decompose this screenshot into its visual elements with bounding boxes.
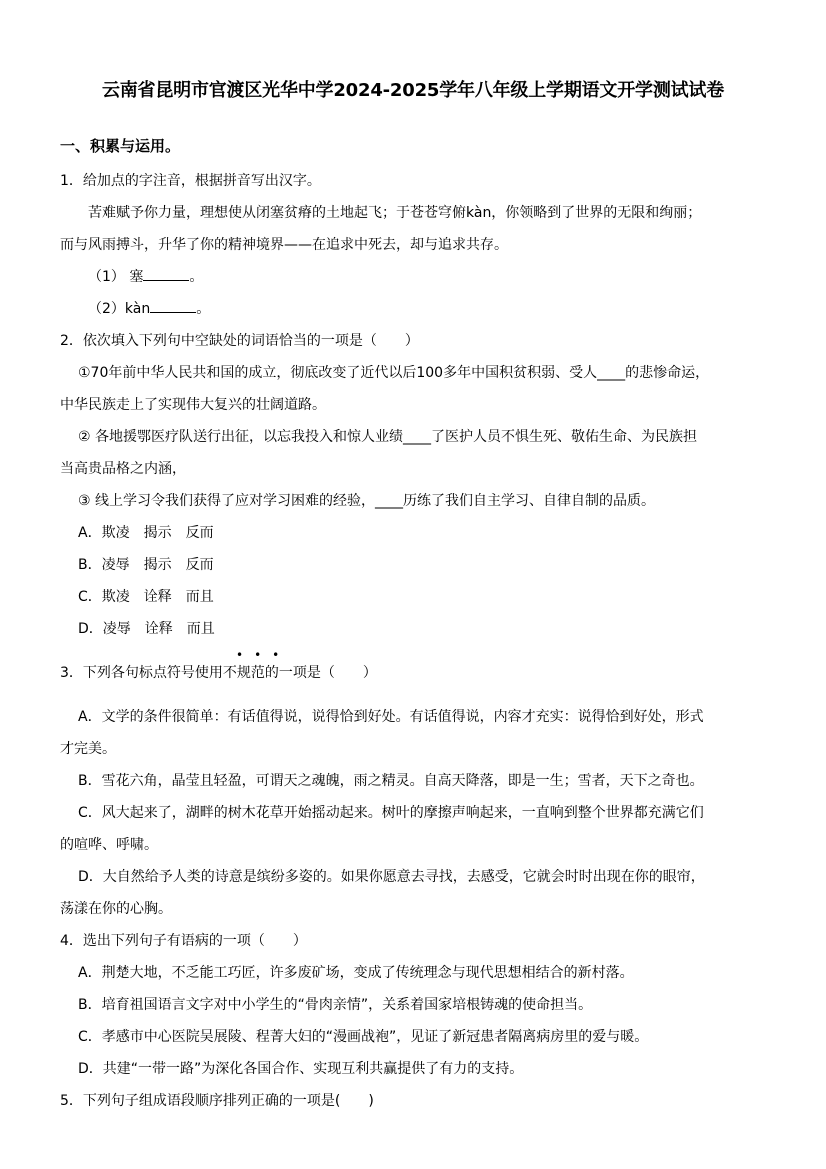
question-3-option-d-line-1[interactable]: D．大自然给予人类的诗意是缤纷多姿的。如果你愿意去寻找，去感受，它就会时时出现在你的眼帘， — [78, 869, 705, 885]
question-3-option-a-line-1[interactable]: A．文学的条件很简单：有话值得说，说得恰到好处。有话值得说，内容才充实：说得恰到好处，形式 — [78, 709, 704, 725]
question-2-sentence-2a: ② 各地援鄂医疗队送行出征，以忘我投入和惊人业绩____了医护人员不惧生死、敬佑生命、为民族担 — [78, 429, 697, 445]
question-2-sentence-3: ③ 线上学习令我们获得了应对学习困难的经验，____历练了我们自主学习、自律自制的品质。 — [78, 493, 655, 509]
question-4-option-b[interactable]: B．培育祖国语言文字对中小学生的“骨肉亲情”，关系着国家培根铸魂的使命担当。 — [78, 997, 593, 1013]
question-4-option-d[interactable]: D．共建“一带一路”为深化各国合作、实现互利共赢提供了有力的支持。 — [78, 1061, 524, 1077]
question-1-passage-line-1: 苦难赋予你力量，理想使从闭塞贫瘠的土地起飞；于苍苍穹俯kàn，你领略到了世界的无限和绚丽； — [88, 205, 702, 221]
question-4-stem: 4．选出下列句子有语病的一项（ ） — [60, 933, 307, 949]
sub-1-end: 。 — [189, 269, 204, 285]
sub-2-end: 。 — [196, 301, 211, 317]
question-3-option-d-line-2: 荡漾在你的心胸。 — [60, 901, 172, 917]
question-1-sub-1 — [88, 266, 808, 286]
emphasis-dots: ••• — [236, 648, 291, 662]
section-heading: 一、积累与运用。 — [60, 137, 181, 155]
question-2-option-c[interactable]: C．欺凌 诠释 而且 — [78, 589, 214, 605]
question-2-sentence-2b: 当高贵品格之内涵， — [60, 461, 186, 477]
question-3-option-a-line-2: 才完美。 — [60, 741, 116, 757]
question-3-option-c-line-1[interactable]: C．风大起来了，湖畔的树木花草开始摇动起来。树叶的摩擦声响起来，一直响到整个世界都充满它们 — [78, 805, 704, 821]
question-1-passage-line-2: 而与风雨搏斗，升华了你的精神境界——在追求中死去，却与追求共存。 — [60, 237, 508, 253]
question-2-stem: 2．依次填入下列句中空缺处的词语恰当的一项是（ ） — [60, 333, 419, 349]
sub-1-label: （1） 塞 — [88, 269, 144, 285]
question-5-stem: 5．下列句子组成语段顺序排列正确的一项是( ) — [60, 1093, 374, 1109]
sub-2-label: （2）kàn — [88, 301, 151, 317]
question-2-option-a[interactable]: A．欺凌 揭示 反而 — [78, 525, 214, 541]
question-3-option-c-line-2: 的喧哗、呼啸。 — [60, 837, 158, 853]
question-1-stem: 1．给加点的字注音，根据拼音写出汉字。 — [60, 173, 321, 189]
question-3-stem: 3．下列各句标点符号使用不规范的一项是（ ） — [60, 665, 377, 681]
question-1-sub-2 — [88, 298, 808, 318]
question-2-option-d[interactable]: D．凌辱 诠释 而且 — [78, 621, 215, 637]
page-title: 云南省昆明市官渡区光华中学2024-2025学年八年级上学期语文开学测试试卷 — [101, 80, 725, 101]
question-4-option-c[interactable]: C．孝感市中心医院吴展陵、程菁大妇的“漫画战袍”，见证了新冠患者隔离病房里的爱与暖。 — [78, 1029, 649, 1045]
question-2-option-b[interactable]: B．凌辱 揭示 反而 — [78, 557, 214, 573]
question-2-sentence-1a: ①70年前中华人民共和国的成立，彻底改变了近代以后100多年中国积贫积弱、受人____的悲惨命运， — [78, 365, 710, 381]
question-4-option-a[interactable]: A．荆楚大地，不乏能工巧匠，许多废矿场，变成了传统理念与现代思想相结合的新村落。 — [78, 965, 634, 981]
question-3-option-b[interactable]: B．雪花六角，晶莹且轻盈，可谓天之魂魄，雨之精灵。自高天降落，即是一生；雪者，天下之奇也。 — [78, 773, 704, 789]
answer-blank[interactable] — [150, 298, 196, 313]
answer-blank[interactable] — [143, 266, 189, 281]
question-2-sentence-1b: 中华民族走上了实现伟大复兴的壮阔道路。 — [60, 397, 326, 413]
